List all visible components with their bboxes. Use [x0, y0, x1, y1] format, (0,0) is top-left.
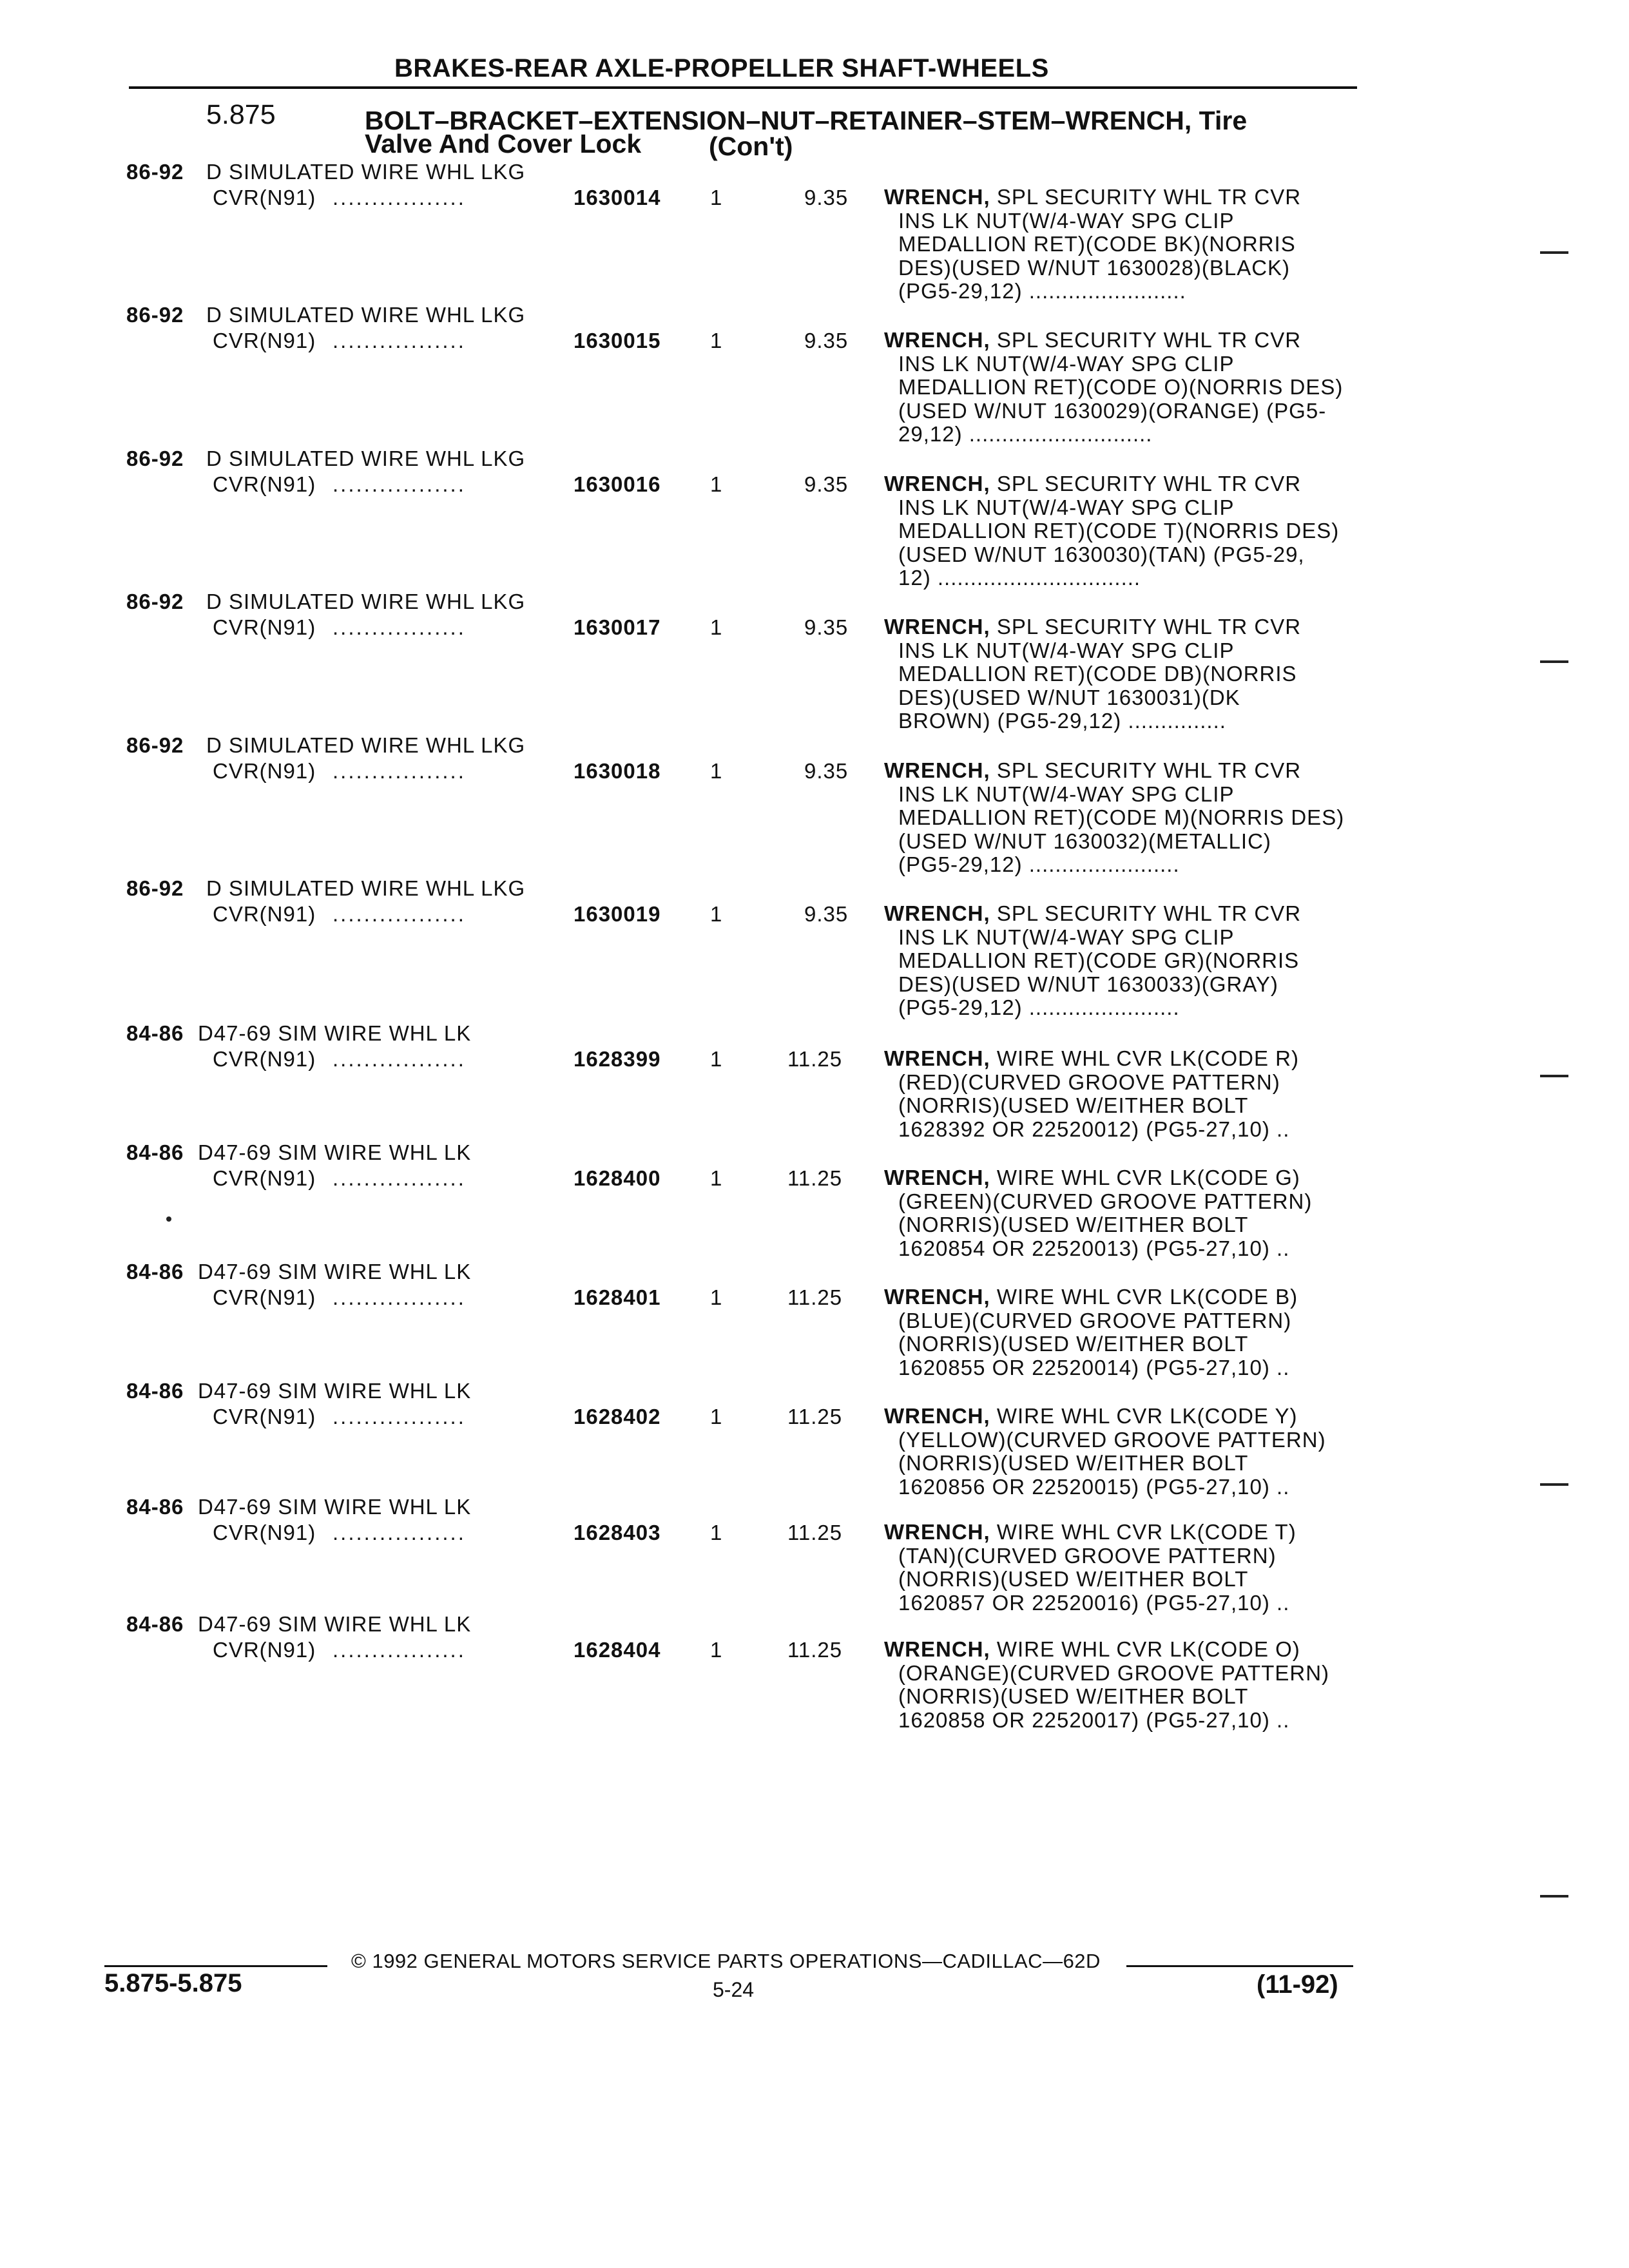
section-title-line2: Valve And Cover Lock: [365, 129, 642, 159]
entry-description-line: [884, 472, 1354, 496]
entry-description: [884, 902, 1354, 1020]
entry-years: 86-92: [126, 590, 184, 613]
margin-mark: [1540, 660, 1568, 663]
entry-application-line2: CVR(N91): [213, 1405, 316, 1428]
parts-entry: [0, 303, 1629, 445]
entry-quantity: 1: [710, 186, 723, 209]
entry-leader-dots: .................: [333, 186, 466, 209]
entry-years: 84-86: [126, 1021, 184, 1045]
entry-part-number: 1630016: [574, 472, 661, 496]
entry-application-line2: CVR(N91): [213, 186, 316, 209]
entry-description-text: WIRE WHL CVR LK(CODE B): [996, 1285, 1298, 1309]
entry-part-number: 1628402: [574, 1405, 661, 1428]
entry-description-line: INS LK NUT(W/4-WAY SPG CLIP: [898, 351, 1235, 376]
entry-description-line: [884, 1166, 1354, 1190]
entry-years: 86-92: [126, 160, 184, 184]
parts-entry: [0, 447, 1629, 588]
entry-part-number: 1628403: [574, 1521, 661, 1544]
entry-description: [884, 1638, 1354, 1732]
entry-description: [884, 472, 1354, 590]
entry-description-line: 1628392 OR 22520012) (PG5-27,10) ..: [898, 1117, 1290, 1141]
section-title-line1: BOLT–BRACKET–EXTENSION–NUT–RETAINER–STEM–WRENCH, Tire: [365, 106, 1248, 135]
margin-mark: [1540, 251, 1568, 254]
entry-description-line: 1620854 OR 22520013) (PG5-27,10) ..: [898, 1236, 1290, 1260]
entry-description-line: [884, 759, 1354, 783]
entry-application-line2: CVR(N91): [213, 329, 316, 352]
entry-description: [884, 1047, 1354, 1141]
entry-quantity: 1: [710, 1521, 723, 1544]
entry-part-name: WRENCH,: [884, 615, 990, 639]
entry-years: 86-92: [126, 303, 184, 327]
entry-quantity: 1: [710, 472, 723, 496]
entry-description-line: (NORRIS)(USED W/EITHER BOLT: [898, 1684, 1249, 1708]
entry-description-line: (USED W/NUT 1630029)(ORANGE) (PG5-: [898, 398, 1327, 423]
entry-application-line1: D SIMULATED WIRE WHL LKG: [206, 447, 526, 470]
entry-years: 84-86: [126, 1495, 184, 1519]
entry-part-number: 1628401: [574, 1285, 661, 1309]
entry-description-line: (USED W/NUT 1630032)(METALLIC): [898, 829, 1271, 853]
entry-description-line: INS LK NUT(W/4-WAY SPG CLIP: [898, 638, 1235, 662]
continued-label: (Con't): [709, 131, 793, 161]
entry-part-number: 1630019: [574, 902, 661, 926]
entry-description-line: MEDALLION RET)(CODE O)(NORRIS DES): [898, 375, 1344, 399]
entry-description-text: WIRE WHL CVR LK(CODE T): [996, 1520, 1296, 1544]
entry-description-line: (PG5-29,12) .......................: [898, 995, 1180, 1019]
entry-years: 84-86: [126, 1140, 184, 1164]
section-number: 5.875: [206, 99, 276, 130]
entry-description-line: MEDALLION RET)(CODE T)(NORRIS DES): [898, 519, 1340, 543]
entry-description: [884, 615, 1354, 733]
entry-part-number: 1630018: [574, 759, 661, 783]
entry-application-line1: D SIMULATED WIRE WHL LKG: [206, 160, 526, 184]
entry-leader-dots: .................: [333, 902, 466, 926]
entry-description-line: (NORRIS)(USED W/EITHER BOLT: [898, 1213, 1249, 1236]
entry-description-line: 29,12) ............................: [898, 422, 1153, 446]
entry-leader-dots: .................: [333, 1166, 466, 1190]
page-header-title: BRAKES-REAR AXLE-PROPELLER SHAFT-WHEELS: [394, 54, 1049, 82]
entry-description-line: 12) ...............................: [898, 566, 1141, 590]
entry-description-text: SPL SECURITY WHL TR CVR: [996, 758, 1302, 782]
entry-years: 84-86: [126, 1260, 184, 1283]
entry-price: 11.25: [787, 1285, 843, 1309]
entry-leader-dots: .................: [333, 329, 466, 352]
entry-application-line2: CVR(N91): [213, 615, 316, 639]
entry-description-text: WIRE WHL CVR LK(CODE Y): [996, 1404, 1298, 1428]
entry-application-line1: D47-69 SIM WIRE WHL LK: [198, 1612, 472, 1636]
margin-mark: [1540, 1075, 1568, 1077]
entry-description-line: (NORRIS)(USED W/EITHER BOLT: [898, 1093, 1249, 1117]
entry-description-line: MEDALLION RET)(CODE DB)(NORRIS: [898, 662, 1297, 686]
entry-application-line2: CVR(N91): [213, 1521, 316, 1544]
entry-part-name: WRENCH,: [884, 1285, 990, 1309]
entry-application-line1: D SIMULATED WIRE WHL LKG: [206, 303, 526, 327]
parts-entry: [0, 733, 1629, 875]
entry-part-name: WRENCH,: [884, 901, 990, 925]
entry-description-line: 1620856 OR 22520015) (PG5-27,10) ..: [898, 1474, 1290, 1499]
entry-price: 9.35: [804, 902, 849, 926]
entry-description-text: SPL SECURITY WHL TR CVR: [996, 185, 1302, 209]
entry-years: 86-92: [126, 733, 184, 757]
entry-part-number: 1628400: [574, 1166, 661, 1190]
entry-description-line: [884, 186, 1354, 209]
entry-description-line: MEDALLION RET)(CODE BK)(NORRIS: [898, 232, 1296, 256]
entry-part-name: WRENCH,: [884, 1046, 990, 1070]
entry-description-line: (NORRIS)(USED W/EITHER BOLT: [898, 1332, 1249, 1356]
entry-description-line: [884, 1405, 1354, 1428]
entry-price: 9.35: [804, 186, 849, 209]
entry-application-line2: CVR(N91): [213, 902, 316, 926]
entry-description-line: [884, 1638, 1354, 1662]
entry-description: [884, 1285, 1354, 1379]
entry-description-line: INS LK NUT(W/4-WAY SPG CLIP: [898, 208, 1235, 233]
footer-rule-right: [1126, 1965, 1353, 1967]
entry-description-line: INS LK NUT(W/4-WAY SPG CLIP: [898, 495, 1235, 519]
entry-application-line2: CVR(N91): [213, 472, 316, 496]
entry-description-line: BROWN) (PG5-29,12) ...............: [898, 709, 1226, 733]
entry-application-line1: D47-69 SIM WIRE WHL LK: [198, 1260, 472, 1283]
entry-application-line1: D47-69 SIM WIRE WHL LK: [198, 1140, 472, 1164]
entry-description-line: (USED W/NUT 1630030)(TAN) (PG5-29,: [898, 542, 1305, 566]
entry-description-line: DES)(USED W/NUT 1630033)(GRAY): [898, 972, 1278, 996]
entry-application-line1: D SIMULATED WIRE WHL LKG: [206, 590, 526, 613]
entry-description-line: INS LK NUT(W/4-WAY SPG CLIP: [898, 782, 1235, 806]
entry-description-text: WIRE WHL CVR LK(CODE G): [996, 1166, 1300, 1189]
entry-part-number: 1630017: [574, 615, 661, 639]
entry-application-line1: D47-69 SIM WIRE WHL LK: [198, 1379, 472, 1403]
entry-description-line: (PG5-29,12) .......................: [898, 852, 1180, 876]
entry-part-name: WRENCH,: [884, 1637, 990, 1661]
entry-description-text: SPL SECURITY WHL TR CVR: [996, 472, 1302, 495]
entry-description-text: WIRE WHL CVR LK(CODE R): [996, 1046, 1299, 1070]
entry-description-line: [884, 615, 1354, 639]
entry-quantity: 1: [710, 759, 723, 783]
entry-part-number: 1630014: [574, 186, 661, 209]
entry-quantity: 1: [710, 1285, 723, 1309]
entry-description-line: (NORRIS)(USED W/EITHER BOLT: [898, 1567, 1249, 1591]
entry-description: [884, 186, 1354, 303]
entry-price: 11.25: [787, 1047, 843, 1071]
entry-price: 9.35: [804, 472, 849, 496]
entry-years: 84-86: [126, 1612, 184, 1636]
entry-application-line2: CVR(N91): [213, 1166, 316, 1190]
entry-leader-dots: .................: [333, 615, 466, 639]
entry-description-line: (GREEN)(CURVED GROOVE PATTERN): [898, 1189, 1313, 1213]
entry-application-line1: D47-69 SIM WIRE WHL LK: [198, 1495, 472, 1519]
entry-description-line: [884, 1521, 1354, 1544]
entry-part-name: WRENCH,: [884, 758, 990, 782]
parts-entry: [0, 1612, 1629, 1754]
entry-quantity: 1: [710, 902, 723, 926]
entry-part-number: 1628399: [574, 1047, 661, 1071]
entry-description-line: MEDALLION RET)(CODE GR)(NORRIS: [898, 948, 1300, 972]
entry-years: 84-86: [126, 1379, 184, 1403]
entry-application-line2: CVR(N91): [213, 1638, 316, 1662]
entry-part-name: WRENCH,: [884, 185, 990, 209]
entry-description-line: (BLUE)(CURVED GROOVE PATTERN): [898, 1308, 1292, 1332]
entry-years: 86-92: [126, 876, 184, 900]
entry-price: 9.35: [804, 615, 849, 639]
entry-description-line: [884, 902, 1354, 926]
entry-description: [884, 329, 1354, 447]
entry-description-line: (RED)(CURVED GROOVE PATTERN): [898, 1070, 1280, 1094]
entry-quantity: 1: [710, 615, 723, 639]
entry-description-line: (NORRIS)(USED W/EITHER BOLT: [898, 1451, 1249, 1475]
entry-price: 11.25: [787, 1405, 843, 1428]
footer-page-number: 5-24: [713, 1978, 755, 2001]
entry-application-line2: CVR(N91): [213, 1285, 316, 1309]
entry-part-number: 1630015: [574, 329, 661, 352]
entry-description-text: WIRE WHL CVR LK(CODE O): [996, 1637, 1300, 1661]
entry-leader-dots: .................: [333, 1047, 466, 1071]
parts-entry: [0, 160, 1629, 302]
entry-leader-dots: .................: [333, 1405, 466, 1428]
entry-description-line: [884, 1285, 1354, 1309]
entry-leader-dots: .................: [333, 1285, 466, 1309]
entry-description: [884, 1521, 1354, 1615]
entry-description: [884, 1405, 1354, 1499]
margin-mark: [1540, 1895, 1568, 1898]
entry-description-text: SPL SECURITY WHL TR CVR: [996, 328, 1302, 352]
entry-description-line: (TAN)(CURVED GROOVE PATTERN): [898, 1543, 1277, 1568]
entry-application-line2: CVR(N91): [213, 759, 316, 783]
entry-description-text: SPL SECURITY WHL TR CVR: [996, 615, 1302, 639]
entry-leader-dots: .................: [333, 1638, 466, 1662]
entry-part-name: WRENCH,: [884, 472, 990, 495]
entry-part-name: WRENCH,: [884, 1166, 990, 1189]
entry-description-line: 1620857 OR 22520016) (PG5-27,10) ..: [898, 1590, 1290, 1615]
entry-price: 9.35: [804, 329, 849, 352]
entry-description-text: SPL SECURITY WHL TR CVR: [996, 901, 1302, 925]
entry-application-line1: D SIMULATED WIRE WHL LKG: [206, 733, 526, 757]
footer-date: (11-92): [1257, 1970, 1338, 1999]
entry-description-line: [884, 329, 1354, 352]
entry-quantity: 1: [710, 329, 723, 352]
entry-price: 9.35: [804, 759, 849, 783]
entry-part-number: 1628404: [574, 1638, 661, 1662]
entry-part-name: WRENCH,: [884, 1404, 990, 1428]
entry-description: [884, 1166, 1354, 1260]
footer-copyright: © 1992 GENERAL MOTORS SERVICE PARTS OPERATIONS—CADILLAC—62D: [351, 1950, 1101, 1972]
entry-quantity: 1: [710, 1047, 723, 1071]
entry-leader-dots: .................: [333, 1521, 466, 1544]
entry-description-line: MEDALLION RET)(CODE M)(NORRIS DES): [898, 805, 1345, 829]
entry-description: [884, 759, 1354, 877]
entry-application-line2: CVR(N91): [213, 1047, 316, 1071]
entry-part-name: WRENCH,: [884, 1520, 990, 1544]
footer-rule-left: [104, 1965, 327, 1967]
entry-description-line: DES)(USED W/NUT 1630028)(BLACK): [898, 255, 1291, 280]
stray-dot: [166, 1216, 171, 1222]
entry-quantity: 1: [710, 1405, 723, 1428]
entry-price: 11.25: [787, 1166, 843, 1190]
margin-mark: [1540, 1483, 1568, 1486]
entry-quantity: 1: [710, 1638, 723, 1662]
entry-description-line: [884, 1047, 1354, 1071]
entry-description-line: 1620858 OR 22520017) (PG5-27,10) ..: [898, 1707, 1290, 1732]
entry-application-line1: D SIMULATED WIRE WHL LKG: [206, 876, 526, 900]
entry-leader-dots: .................: [333, 759, 466, 783]
entry-application-line1: D47-69 SIM WIRE WHL LK: [198, 1021, 472, 1045]
entry-description-line: 1620855 OR 22520014) (PG5-27,10) ..: [898, 1355, 1290, 1379]
parts-entry: [0, 876, 1629, 1018]
entry-description-line: (YELLOW)(CURVED GROOVE PATTERN): [898, 1427, 1326, 1452]
entry-price: 11.25: [787, 1521, 843, 1544]
entry-leader-dots: .................: [333, 472, 466, 496]
entry-years: 86-92: [126, 447, 184, 470]
header-rule: [129, 86, 1357, 89]
footer-section-range: 5.875-5.875: [104, 1969, 242, 1997]
entry-part-name: WRENCH,: [884, 328, 990, 352]
entry-description-line: INS LK NUT(W/4-WAY SPG CLIP: [898, 925, 1235, 949]
entry-description-line: DES)(USED W/NUT 1630031)(DK: [898, 685, 1240, 709]
entry-quantity: 1: [710, 1166, 723, 1190]
entry-price: 11.25: [787, 1638, 843, 1662]
parts-entry: [0, 590, 1629, 731]
entry-description-line: (ORANGE)(CURVED GROOVE PATTERN): [898, 1660, 1330, 1685]
entry-description-line: (PG5-29,12) ........................: [898, 279, 1186, 303]
